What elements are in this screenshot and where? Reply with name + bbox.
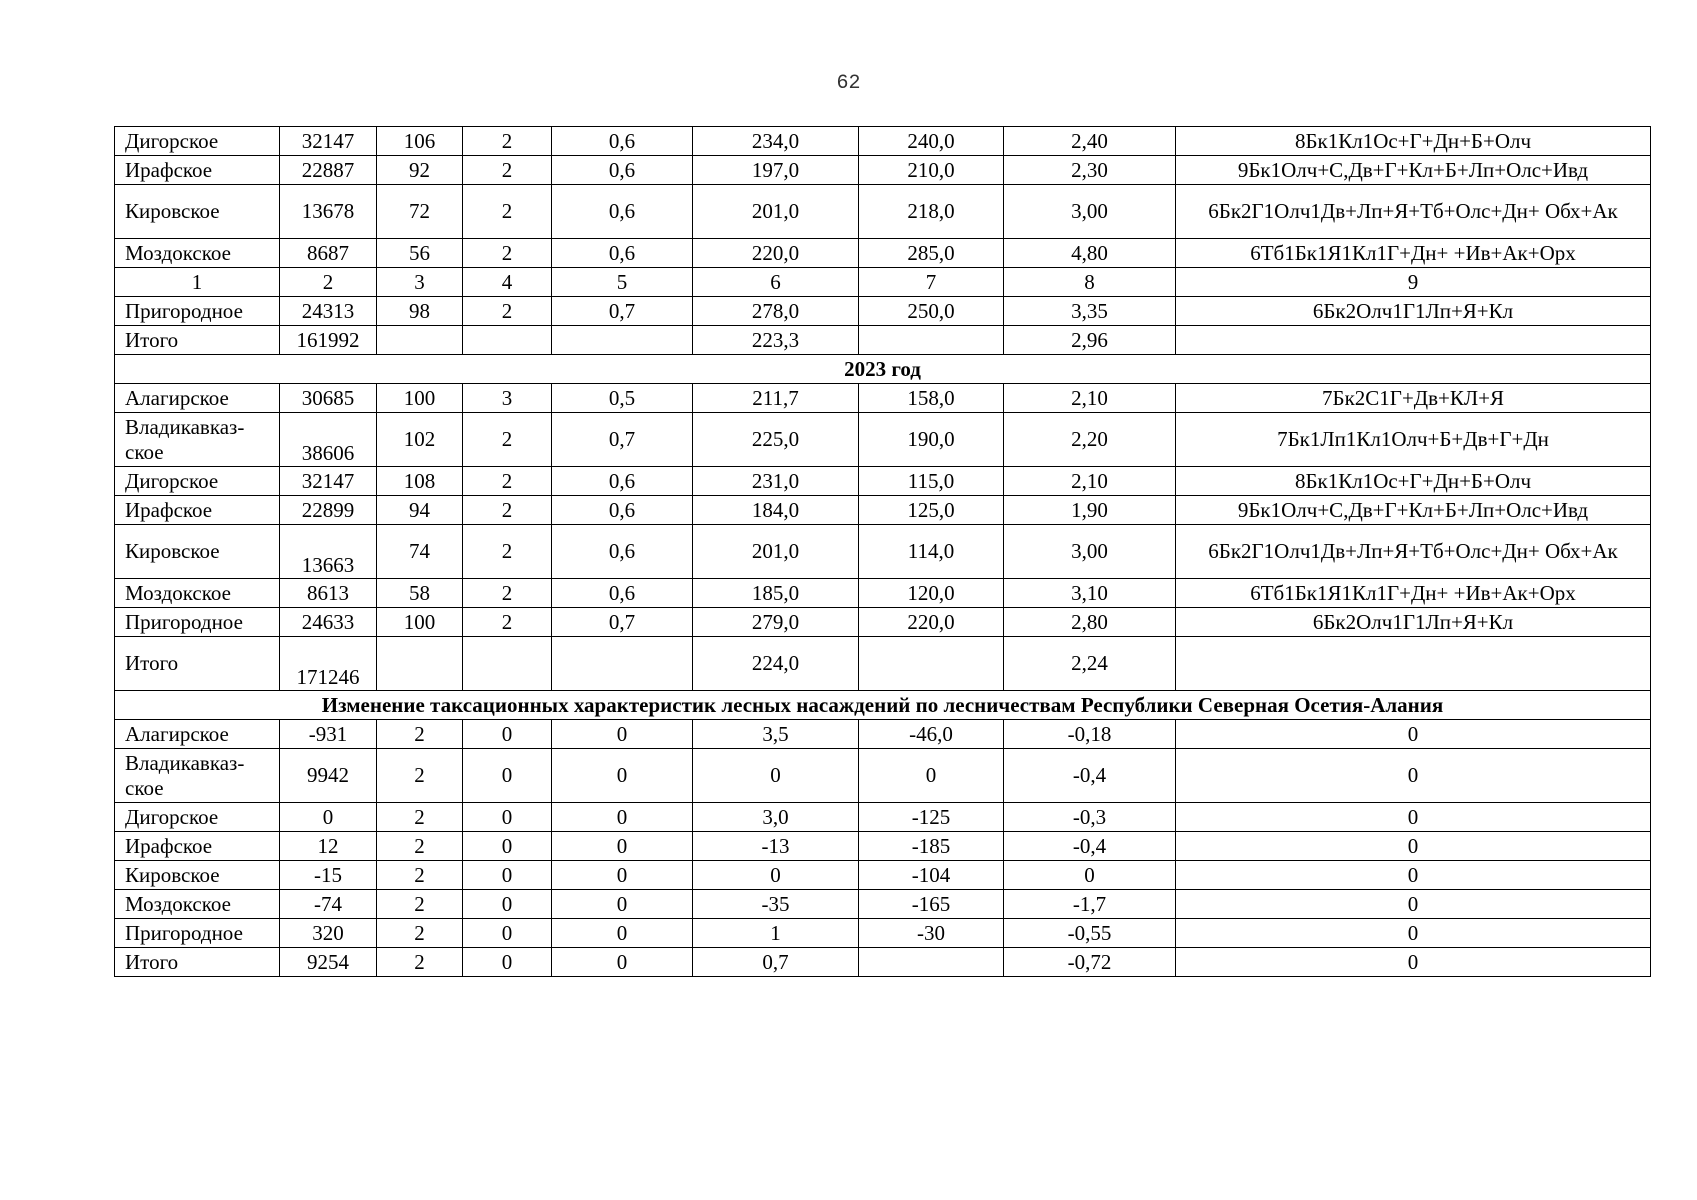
table-cell: 4 [463, 268, 552, 297]
table-row [115, 467, 1651, 496]
table-cell: 2 [463, 239, 552, 268]
table-cell: 2 [280, 268, 377, 297]
table-cell: 2,40 [1004, 127, 1176, 156]
table-row [115, 720, 1651, 749]
table-row [115, 579, 1651, 608]
forestry-name-cell: Дигорское [115, 467, 280, 496]
table-cell: 0,7 [552, 413, 693, 467]
table-cell: 2 [377, 803, 463, 832]
forestry-name-cell: Итого [115, 326, 280, 355]
table-cell: 2,10 [1004, 467, 1176, 496]
table-cell: 0 [1176, 720, 1651, 749]
table-cell: 7Бк2С1Г+Дв+КЛ+Я [1176, 384, 1651, 413]
section-row-change [115, 691, 1651, 720]
table-cell: 1 [693, 919, 859, 948]
table-cell: 190,0 [859, 413, 1004, 467]
table-cell: 231,0 [693, 467, 859, 496]
table-cell: 0 [1176, 832, 1651, 861]
table-cell: 6Бк2Олч1Г1Лп+Я+Кл [1176, 297, 1651, 326]
forestry-name-cell: Ирафское [115, 496, 280, 525]
forestry-name-cell: Владикавказ-ское [115, 413, 280, 467]
table-cell: 0 [1176, 890, 1651, 919]
table-cell: 0,6 [552, 467, 693, 496]
table-cell: -15 [280, 861, 377, 890]
table-cell: -165 [859, 890, 1004, 919]
table-cell: 9Бк1Олч+С,Дв+Г+Кл+Б+Лп+Олс+Ивд [1176, 496, 1651, 525]
forestry-name-cell: Алагирское [115, 720, 280, 749]
table-cell: 2,80 [1004, 608, 1176, 637]
table-cell: 0 [1004, 861, 1176, 890]
table-cell: 3,5 [693, 720, 859, 749]
table-cell: -1,7 [1004, 890, 1176, 919]
forestry-name-cell: Кировское [115, 861, 280, 890]
table-cell: 2 [377, 832, 463, 861]
table-cell: 6Тб1Бк1Я1Кл1Г+Дн+ +Ив+Ак+Орх [1176, 239, 1651, 268]
table-cell: 0,6 [552, 127, 693, 156]
table-cell: 320 [280, 919, 377, 948]
table-cell: 12 [280, 832, 377, 861]
table-cell: 74 [377, 525, 463, 579]
table-cell: 2 [463, 608, 552, 637]
table-cell: 0,6 [552, 239, 693, 268]
table-cell: 0,7 [552, 608, 693, 637]
table-cell: 0 [463, 948, 552, 977]
table-cell: 0 [552, 803, 693, 832]
table-cell: 6Тб1Бк1Я1Кл1Г+Дн+ +Ив+Ак+Орх [1176, 579, 1651, 608]
table-cell: -185 [859, 832, 1004, 861]
table-cell: 8613 [280, 579, 377, 608]
table-cell: 102 [377, 413, 463, 467]
table-cell: 6Бк2Г1Олч1Дв+Лп+Я+Тб+Олс+Дн+ Обх+Ак [1176, 525, 1651, 579]
forestry-name-cell: Кировское [115, 525, 280, 579]
table-cell: 0 [552, 861, 693, 890]
table-cell: 2 [463, 496, 552, 525]
table-cell: 3,00 [1004, 185, 1176, 239]
table-cell: 158,0 [859, 384, 1004, 413]
table-cell: 0 [463, 861, 552, 890]
table-cell: 8687 [280, 239, 377, 268]
table-cell: 234,0 [693, 127, 859, 156]
table-cell: 171246 [280, 637, 377, 691]
table-cell: 2,30 [1004, 156, 1176, 185]
table-cell: 0 [1176, 803, 1651, 832]
table-cell: -125 [859, 803, 1004, 832]
table-row [115, 496, 1651, 525]
table-cell: 8 [1004, 268, 1176, 297]
table-cell: 32147 [280, 467, 377, 496]
table-cell: 0 [280, 803, 377, 832]
table-row [115, 948, 1651, 977]
table-cell: 0 [552, 890, 693, 919]
table-cell: 2 [463, 297, 552, 326]
forestry-name-cell: Кировское [115, 185, 280, 239]
table-body [115, 127, 1651, 977]
forestry-name-cell: 1 [115, 268, 280, 297]
table-cell: 7 [859, 268, 1004, 297]
table-cell: 0,7 [552, 297, 693, 326]
table-cell: 250,0 [859, 297, 1004, 326]
table-cell: 0 [463, 720, 552, 749]
forestry-name-cell: Ирафское [115, 156, 280, 185]
table-cell: 0 [552, 720, 693, 749]
table-cell: 58 [377, 579, 463, 608]
table-cell: 120,0 [859, 579, 1004, 608]
table-cell: 0,6 [552, 156, 693, 185]
table-row [115, 608, 1651, 637]
table-cell: 2,24 [1004, 637, 1176, 691]
table-cell: 3 [463, 384, 552, 413]
forestry-name-cell: Пригородное [115, 919, 280, 948]
table-cell: 2,96 [1004, 326, 1176, 355]
table-row [115, 413, 1651, 467]
table-cell: 9942 [280, 749, 377, 803]
table-cell: 9254 [280, 948, 377, 977]
table-cell: 94 [377, 496, 463, 525]
table-cell: 0 [552, 832, 693, 861]
table-cell: 6 [693, 268, 859, 297]
table-row [115, 384, 1651, 413]
table-cell: 0 [552, 948, 693, 977]
table-cell: -931 [280, 720, 377, 749]
table-cell: -13 [693, 832, 859, 861]
table-cell: 13678 [280, 185, 377, 239]
table-cell: 0 [859, 749, 1004, 803]
table-cell: -104 [859, 861, 1004, 890]
forestry-name-cell: Дигорское [115, 127, 280, 156]
table-cell: 3 [377, 268, 463, 297]
table-cell: 2 [377, 919, 463, 948]
table-cell [859, 637, 1004, 691]
table-cell: -35 [693, 890, 859, 919]
table-row [115, 832, 1651, 861]
table-cell: 2 [377, 861, 463, 890]
table-row [115, 919, 1651, 948]
forestry-name-cell: Моздокское [115, 579, 280, 608]
table-cell: 38606 [280, 413, 377, 467]
table-cell [377, 637, 463, 691]
table-cell: 6Бк2Олч1Г1Лп+Я+Кл [1176, 608, 1651, 637]
table-cell: 0 [463, 832, 552, 861]
forestry-name-cell: Моздокское [115, 890, 280, 919]
table-cell: 115,0 [859, 467, 1004, 496]
table-cell: 0,5 [552, 384, 693, 413]
table-cell: -0,4 [1004, 749, 1176, 803]
table-cell: 220,0 [859, 608, 1004, 637]
table-cell: 0 [463, 803, 552, 832]
table-cell: 201,0 [693, 185, 859, 239]
table-cell: 2 [463, 127, 552, 156]
table-cell: 0 [1176, 749, 1651, 803]
table-cell: 197,0 [693, 156, 859, 185]
table-cell: -0,55 [1004, 919, 1176, 948]
table-cell: -0,72 [1004, 948, 1176, 977]
table-cell: 6Бк2Г1Олч1Дв+Лп+Я+Тб+Олс+Дн+ Обх+Ак [1176, 185, 1651, 239]
table-cell: 24633 [280, 608, 377, 637]
forestry-name-cell: Алагирское [115, 384, 280, 413]
forestry-name-cell: Итого [115, 637, 280, 691]
table-cell: 8Бк1Кл1Ос+Г+Дн+Б+Олч [1176, 467, 1651, 496]
table-cell: 0 [1176, 861, 1651, 890]
table-cell: 5 [552, 268, 693, 297]
table-cell: 0 [1176, 919, 1651, 948]
forestry-name-cell: Пригородное [115, 608, 280, 637]
table-cell: 0 [693, 861, 859, 890]
table-cell: 30685 [280, 384, 377, 413]
table-cell [859, 326, 1004, 355]
forestry-name-cell: Дигорское [115, 803, 280, 832]
table-cell: 108 [377, 467, 463, 496]
table-cell: -0,3 [1004, 803, 1176, 832]
table-cell: 0,7 [693, 948, 859, 977]
table-cell: 184,0 [693, 496, 859, 525]
table-cell: 106 [377, 127, 463, 156]
table-row [115, 803, 1651, 832]
table-cell: 224,0 [693, 637, 859, 691]
table-cell: 92 [377, 156, 463, 185]
table-cell: 13663 [280, 525, 377, 579]
forest-taxation-table [114, 126, 1651, 977]
table-cell: 3,35 [1004, 297, 1176, 326]
table-cell: 22887 [280, 156, 377, 185]
table-cell: 2 [377, 948, 463, 977]
table-cell: 2 [377, 720, 463, 749]
table-cell [377, 326, 463, 355]
table-cell: 2 [463, 467, 552, 496]
table-cell: 0,6 [552, 579, 693, 608]
table-cell: 2,20 [1004, 413, 1176, 467]
table-cell [1176, 637, 1651, 691]
table-cell: 0,6 [552, 496, 693, 525]
table-cell: 100 [377, 608, 463, 637]
table-row [115, 861, 1651, 890]
table-row [115, 239, 1651, 268]
table-cell: 225,0 [693, 413, 859, 467]
table-cell: 9Бк1Олч+С,Дв+Г+Кл+Б+Лп+Олс+Ивд [1176, 156, 1651, 185]
table-cell: 32147 [280, 127, 377, 156]
table-cell: 0 [693, 749, 859, 803]
table-cell: 72 [377, 185, 463, 239]
table-cell: 3,10 [1004, 579, 1176, 608]
table-cell: 125,0 [859, 496, 1004, 525]
table-row [115, 185, 1651, 239]
table-cell: 3,00 [1004, 525, 1176, 579]
table-row [115, 525, 1651, 579]
table-cell: 2 [463, 413, 552, 467]
table-cell: 24313 [280, 297, 377, 326]
table-row [115, 127, 1651, 156]
table-cell: 114,0 [859, 525, 1004, 579]
table-cell: -74 [280, 890, 377, 919]
table-cell: 2 [377, 890, 463, 919]
table-cell [552, 637, 693, 691]
table-cell: 7Бк1Лп1Кл1Олч+Б+Дв+Г+Дн [1176, 413, 1651, 467]
table-cell: 240,0 [859, 127, 1004, 156]
table-cell: 185,0 [693, 579, 859, 608]
table-cell [552, 326, 693, 355]
table-cell: 285,0 [859, 239, 1004, 268]
table-cell: -46,0 [859, 720, 1004, 749]
table-cell: 100 [377, 384, 463, 413]
table-cell: -0,4 [1004, 832, 1176, 861]
forestry-name-cell: Пригородное [115, 297, 280, 326]
table-cell: 161992 [280, 326, 377, 355]
section-header: 2023 год [115, 355, 1651, 384]
table-cell: 223,3 [693, 326, 859, 355]
table-cell: 2,10 [1004, 384, 1176, 413]
table-cell [1176, 326, 1651, 355]
table-row [115, 297, 1651, 326]
table-cell: -0,18 [1004, 720, 1176, 749]
section-header: Изменение таксационных характеристик лесных насаждений по лесничествам Республики Северная Осетия-Алания [115, 691, 1651, 720]
table-cell: 3,0 [693, 803, 859, 832]
page-number: 62 [836, 72, 861, 95]
table-cell: 201,0 [693, 525, 859, 579]
table-row [115, 890, 1651, 919]
table-cell: 8Бк1Кл1Ос+Г+Дн+Б+Олч [1176, 127, 1651, 156]
table-cell: 4,80 [1004, 239, 1176, 268]
table-cell: 220,0 [693, 239, 859, 268]
table-cell [463, 637, 552, 691]
table-cell [859, 948, 1004, 977]
table-cell: 2 [463, 185, 552, 239]
column-numbering-row [115, 268, 1651, 297]
section-row-2023 [115, 355, 1651, 384]
table-row [115, 749, 1651, 803]
table-cell: 0,6 [552, 525, 693, 579]
table-cell: 218,0 [859, 185, 1004, 239]
table-cell: 2 [463, 579, 552, 608]
table-cell: 0 [552, 749, 693, 803]
table-cell: 0,6 [552, 185, 693, 239]
table-cell: 0 [463, 749, 552, 803]
table-cell: 0 [463, 890, 552, 919]
table-row [115, 326, 1651, 355]
table-cell: 210,0 [859, 156, 1004, 185]
table-cell: 0 [1176, 948, 1651, 977]
table-cell: 2 [463, 525, 552, 579]
table-cell: 9 [1176, 268, 1651, 297]
table-cell: 211,7 [693, 384, 859, 413]
forestry-name-cell: Итого [115, 948, 280, 977]
table-cell: 56 [377, 239, 463, 268]
forestry-name-cell: Владикавказ-ское [115, 749, 280, 803]
table-cell: 22899 [280, 496, 377, 525]
forestry-name-cell: Ирафское [115, 832, 280, 861]
table-cell: 0 [552, 919, 693, 948]
table-cell: -30 [859, 919, 1004, 948]
table-cell [463, 326, 552, 355]
table-cell: 2 [377, 749, 463, 803]
table-row [115, 156, 1651, 185]
table-row [115, 637, 1651, 691]
forestry-name-cell: Моздокское [115, 239, 280, 268]
table-cell: 0 [463, 919, 552, 948]
table-cell: 2 [463, 156, 552, 185]
table-cell: 1,90 [1004, 496, 1176, 525]
table-cell: 279,0 [693, 608, 859, 637]
table-cell: 98 [377, 297, 463, 326]
table-cell: 278,0 [693, 297, 859, 326]
